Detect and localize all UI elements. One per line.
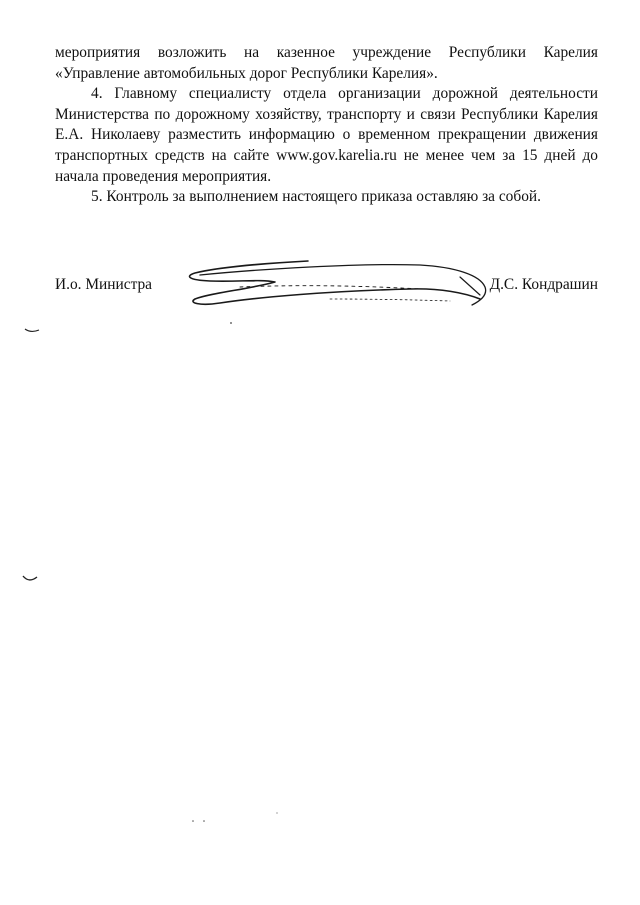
signatory-role: И.о. Министра — [55, 276, 153, 293]
signature-block — [55, 276, 598, 300]
scan-artifact-mark — [22, 574, 38, 584]
paragraph-item-4: 4. Главному специалисту отдела организации дорожной деятельности Министерства по дорожному хозяйству, транспорту и связи Республики Карелия Е.А. Николаеву разместить информацию о временном прекращении движения транспортных средств на сайте www.gov.karelia.ru не менее чем за 15 дней до начала проведения мероприятия. — [55, 85, 598, 185]
paragraph-item-5: 5. Контроль за выполнением настоящего приказа оставляю за собой. — [91, 188, 541, 206]
scan-artifact-mark — [24, 326, 40, 334]
scan-speck — [190, 818, 208, 824]
scan-speck — [228, 320, 234, 326]
scan-speck — [274, 810, 280, 816]
document-body — [55, 43, 598, 208]
paragraph-continuation: мероприятия возложить на казенное учреждение Республики Карелия «Управление автомобильных дорог Республики Карелия». — [55, 44, 598, 82]
signatory-name: Д.С. Кондрашин — [489, 276, 598, 293]
